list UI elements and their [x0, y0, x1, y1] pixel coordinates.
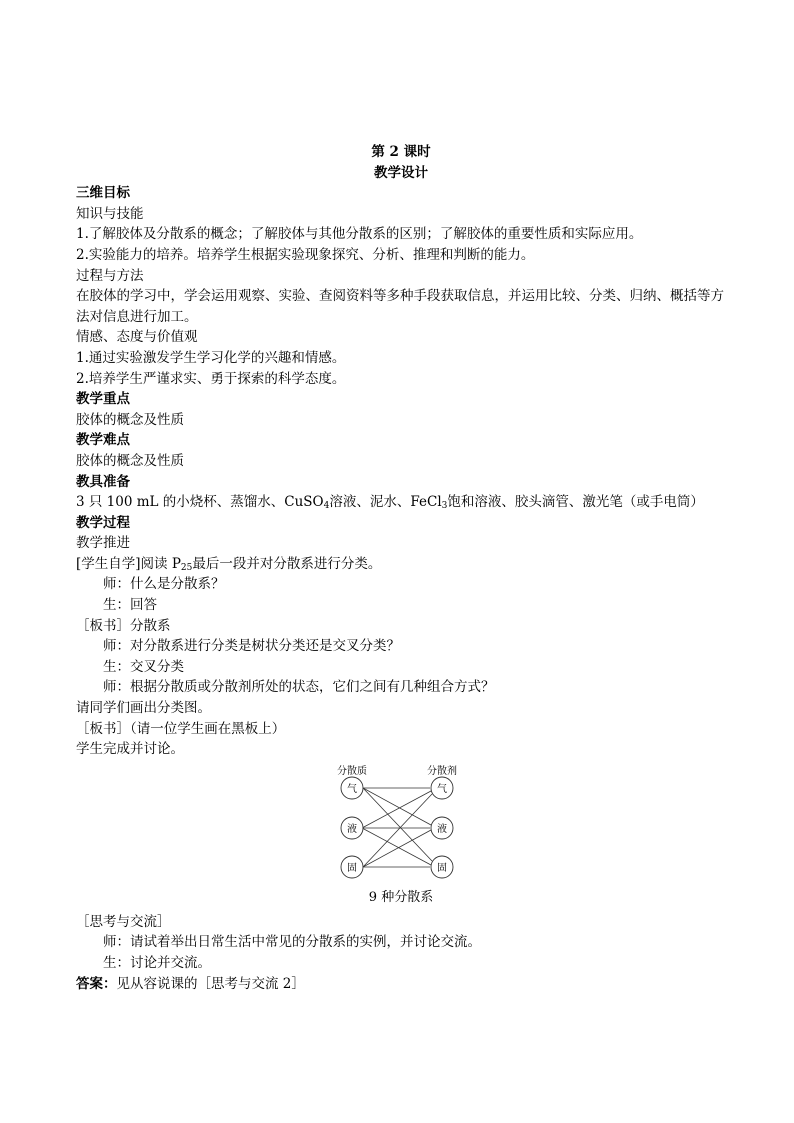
think-exchange: ［思考与交流］	[76, 913, 171, 930]
self-study-part-a: [学生自学]阅读 P	[76, 555, 181, 572]
node-right-label-gas: 气	[437, 783, 447, 795]
teacher-line-1: 师：什么是分散系？	[103, 576, 225, 593]
student-line-4: 生：讨论并交流。	[103, 955, 211, 971]
tools-subscript-4: 4	[323, 501, 330, 512]
node-left-label-solid: 固	[347, 862, 357, 874]
emotion-item-2: 2.培养学生严谨求实、勇于探索的科学态度。	[76, 370, 346, 387]
tools-text-part-b: 溶液、泥水、FeCl	[329, 494, 442, 511]
diagram-connections	[362, 788, 432, 867]
lesson-title: 第 2 课时	[371, 144, 431, 160]
tools-subscript-3: 3	[441, 501, 448, 512]
teacher-line-2: 师：对分散系进行分类是树状分类还是交叉分类？	[103, 638, 400, 655]
diagram-svg	[328, 764, 478, 888]
node-right-label-liquid: 液	[437, 823, 447, 835]
connector-solid-gas	[363, 794, 432, 867]
students-discuss: 学生完成并讨论。	[76, 741, 184, 758]
heading-goals: 三维目标	[76, 185, 130, 202]
subheading-knowledge-skill: 知识与技能	[76, 205, 144, 222]
key-point-text: 胶体的概念及性质	[76, 411, 184, 428]
process-method-text: 在胶体的学习中，学会运用观察、实验、查阅资料等多种手段获取信息，并运用比较、分类、归纳、概括等方法对信息进行加工。	[76, 288, 724, 325]
heading-difficulty: 教学难点	[76, 432, 130, 449]
dispersion-system-diagram	[76, 764, 726, 910]
answer-line	[76, 974, 726, 995]
student-line-2: 生：交叉分类	[103, 658, 184, 675]
tools-text-part-c: 饱和溶液、胶头滴管、激光笔（或手电筒）	[447, 494, 704, 511]
answer-label: 答案：	[76, 975, 117, 992]
self-study	[76, 554, 726, 575]
student-line-1: 生：回答	[103, 597, 157, 614]
difficulty-text: 胶体的概念及性质	[76, 452, 184, 469]
heading-tools: 教具准备	[76, 473, 130, 490]
self-study-part-b: 最后一段并对分散系进行分类。	[192, 555, 382, 572]
draw-request: 请同学们画出分类图。	[76, 700, 211, 717]
design-title: 教学设计	[374, 164, 428, 181]
tools-text	[76, 492, 726, 513]
teacher-line-4: 师：请试着举出日常生活中常见的分散系的实例，并讨论交流。	[103, 934, 481, 951]
connector-liquid-gas	[362, 791, 431, 828]
node-right-label-solid: 固	[437, 862, 447, 874]
connector-gas-solid	[363, 788, 432, 861]
diagram-right-title: 分散剂	[427, 765, 457, 777]
subheading-process-method: 过程与方法	[76, 267, 144, 284]
goal-item-2: 2.实验能力的培养。培养学生根据实验现象探究、分析、推理和判断的能力。	[76, 246, 535, 263]
diagram-caption: 9 种分散系	[368, 889, 434, 905]
advance-label: 教学推进	[76, 535, 130, 552]
connector-liquid-solid	[362, 828, 431, 865]
answer-text: 见从容说课的［思考与交流 2］	[116, 975, 305, 992]
heading-process: 教学过程	[76, 514, 130, 531]
diagram-left-title: 分散质	[337, 765, 367, 777]
node-left-label-liquid: 液	[347, 823, 357, 835]
board-note-1: ［板书］分散系	[76, 617, 171, 634]
goal-item-1: 1.了解胶体及分散系的概念；了解胶体与其他分散系的区别；了解胶体的重要性质和实际应用。	[76, 226, 643, 243]
emotion-item-1: 1.通过实验激发学生学习化学的兴趣和情感。	[76, 349, 346, 366]
document-content	[76, 142, 726, 994]
connector-gas-liquid	[363, 788, 431, 825]
self-study-subscript: 25	[180, 562, 193, 573]
node-left-label-gas: 气	[347, 783, 357, 795]
teacher-line-3: 师：根据分散质或分散剂所处的状态，它们之间有几种组合方式？	[103, 679, 495, 696]
heading-key-point: 教学重点	[76, 391, 130, 408]
subheading-emotion: 情感、态度与价值观	[76, 329, 198, 346]
connector-solid-liquid	[363, 830, 431, 867]
tools-text-part-a: 3 只 100 mL 的小烧杯、蒸馏水、CuSO	[76, 494, 324, 511]
board-note-2: ［板书］（请一位学生画在黑板上）	[76, 720, 286, 737]
